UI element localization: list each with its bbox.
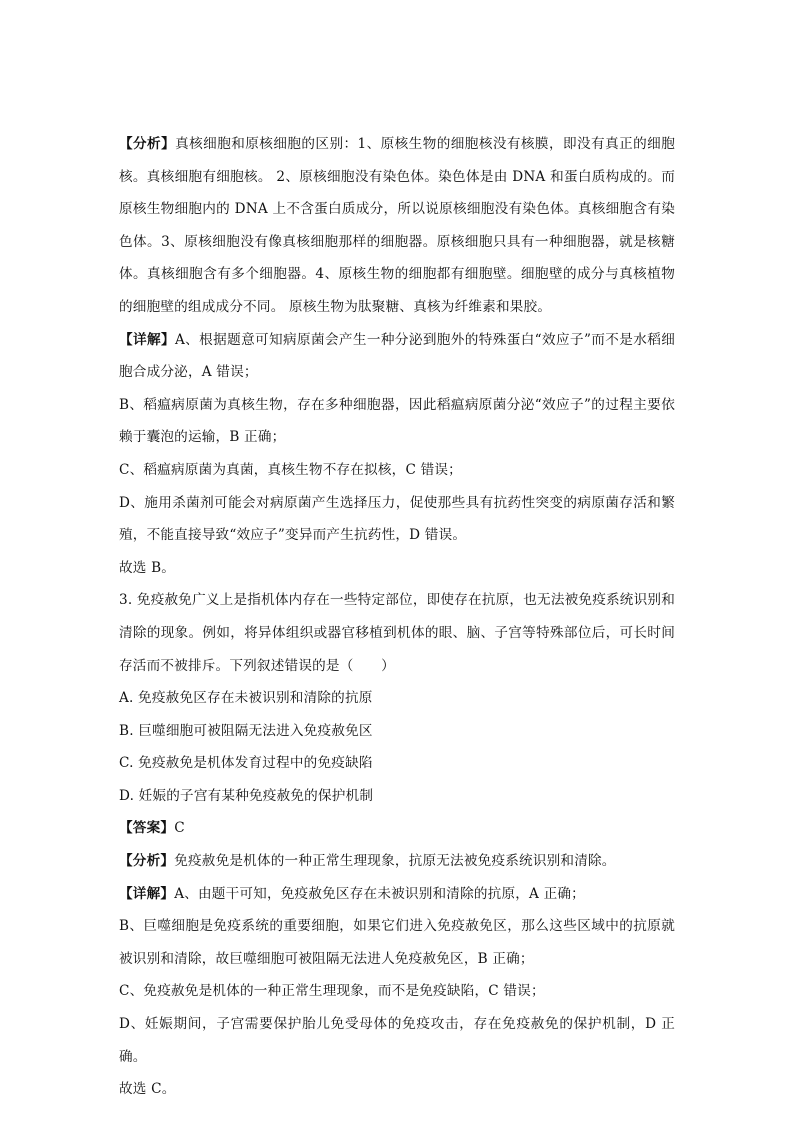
q3-analysis-tag: 【分析】 xyxy=(119,853,175,870)
detail-paragraph xyxy=(119,324,675,389)
question-3-option-c: C. 免疫赦免是机体发育过程中的免疫缺陷 xyxy=(119,755,373,772)
answer-paragraph xyxy=(119,812,675,845)
question-3-option-b: B. 巨噬细胞可被阻隔无法进入免疫赦免区 xyxy=(119,722,373,739)
detail-option-a: A、根据题意可知病原菌会产生一种分泌到胞外的特殊蛋白“效应子”而不是水稻细胞合成分泌，A 错误； xyxy=(119,331,675,381)
analysis-text: 真核细胞和原核细胞的区别：1、原核生物的细胞核没有核膜，即没有真正的细胞核。真核细胞有细胞核。 2、原核细胞没有染色体。染色体是由 DNA 和蛋白质构成的。而原核生物细胞内的 DNA 上不含蛋白质成分，所以说原核细胞没有染色体。真核细胞含有染色体。3、原核细胞没有像真核细胞那样的细胞器。原核细胞只具有一种细胞器，就是核糖体。真核细胞含有多个细胞器。4、原核生物的细胞都有细胞壁。细胞壁的成分与真核植物的细胞壁的组成成分不同。 原核生物为肽聚糖、真核为纤维素和果胶。 xyxy=(119,136,675,315)
q3-detail-option-d: D、妊娠期间，子宫需要保护胎儿免受母体的免疫攻击，存在免疫赦免的保护机制，D 正确。 xyxy=(119,1016,675,1065)
detail-tag: 【详解】 xyxy=(119,331,175,348)
analysis-tag: 【分析】 xyxy=(119,136,176,152)
q3-detail-option-b: B、巨噬细胞是免疫系统的重要细胞，如果它们进入免疫赦免区，那么这些区域中的抗原就被识别和清除，故巨噬细胞可被阻隔无法进人免疫赦免区，B 正确； xyxy=(119,918,675,967)
q3-analysis-text: 免疫赦免是机体的一种正常生理现象，抗原无法被免疫系统识别和清除。 xyxy=(174,853,616,870)
q3-detail-paragraph xyxy=(119,878,675,911)
detail-option-c: C、稻瘟病原菌为真菌，真核生物不存在拟核，C 错误； xyxy=(119,461,462,478)
detail-option-b: B、稻瘟病原菌为真核生物，存在多种细胞器，因此稻瘟病原菌分泌“效应子”的过程主要依赖于囊泡的运输，B 正确； xyxy=(119,396,675,446)
conclusion-text: 故选 B。 xyxy=(119,559,176,576)
q3-conclusion-text: 故选 C。 xyxy=(119,1081,176,1098)
q3-analysis-paragraph xyxy=(119,845,675,878)
answer-tag: 【答案】 xyxy=(119,820,175,837)
q3-detail-option-c: C、免疫赦免是机体的一种正常生理现象，而不是免疫缺陷，C 错误； xyxy=(119,983,545,1000)
question-3-stem: 3. 免疫赦免广义上是指机体内存在一些特定部位，即使存在抗原，也无法被免疫系统识别和清除的现象。例如，将异体组织或器官移植到机体的眼、脑、子宫等特殊部位后，可长时间存活而不被排斥。下列叙述错误的是（ ） xyxy=(119,592,675,674)
detail-option-d: D、施用杀菌剂可能会对病原菌产生选择压力，促使那些具有抗药性突变的病原菌存活和繁殖，不能直接导致“效应子”变异而产生抗药性，D 错误。 xyxy=(119,494,675,544)
question-3-option-a: A. 免疫赦免区存在未被识别和清除的抗原 xyxy=(119,690,373,707)
analysis-paragraph xyxy=(119,128,675,324)
answer-value: C xyxy=(174,820,185,837)
question-3-option-d: D. 妊娠的子宫有某种免疫赦免的保护机制 xyxy=(119,787,374,804)
q3-detail-option-a: A、由题干可知，免疫赦免区存在未被识别和清除的抗原，A 正确； xyxy=(174,885,585,902)
document-page xyxy=(119,128,675,1106)
q3-detail-tag: 【详解】 xyxy=(119,885,175,902)
